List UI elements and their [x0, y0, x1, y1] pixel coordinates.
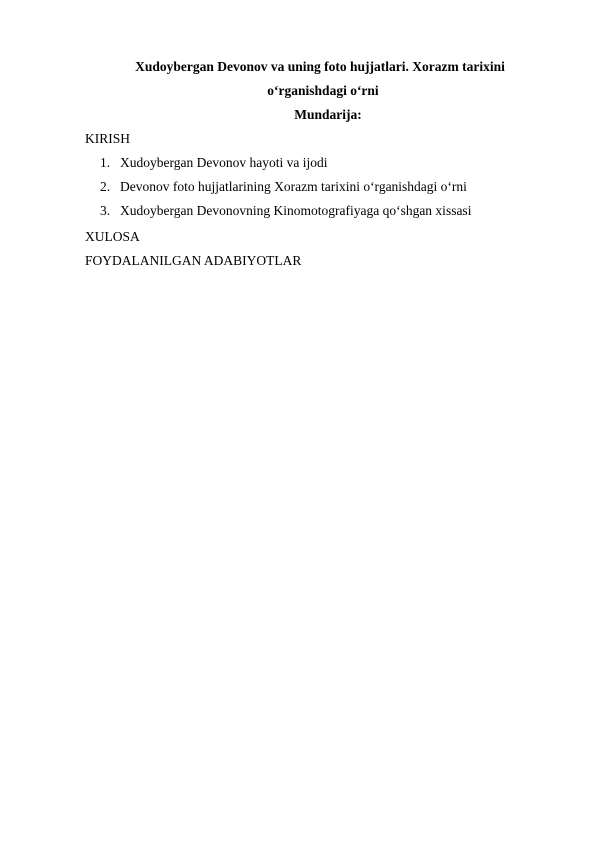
toc-item-text: Xudoybergan Devonov hayoti va ijodi: [120, 155, 328, 170]
toc-item: [100, 178, 467, 196]
toc-section-conclusion: XULOSA: [85, 229, 140, 244]
document-title-line-2: o‘rganishdagi o‘rni: [267, 83, 379, 98]
toc-item-number: 3.: [100, 203, 111, 218]
toc-section-references: FOYDALANILGAN ADABIYOTLAR: [85, 253, 302, 268]
toc-section-intro: KIRISH: [85, 131, 131, 146]
toc-item: [100, 154, 327, 172]
document-title-line-1: Xudoybergan Devonov va uning foto hujjatlari. Xorazm tarixini: [135, 59, 505, 74]
toc-item-text: Xudoybergan Devonovning Kinomotografiyaga qo‘shgan xissasi: [120, 203, 472, 218]
toc-item-text: Devonov foto hujjatlarining Xorazm tarixini o‘rganishdagi o‘rni: [120, 179, 467, 194]
toc-item: [100, 202, 471, 220]
contents-heading: Mundarija:: [294, 107, 362, 122]
toc-item-number: 2.: [100, 179, 111, 194]
toc-item-number: 1.: [100, 155, 111, 170]
